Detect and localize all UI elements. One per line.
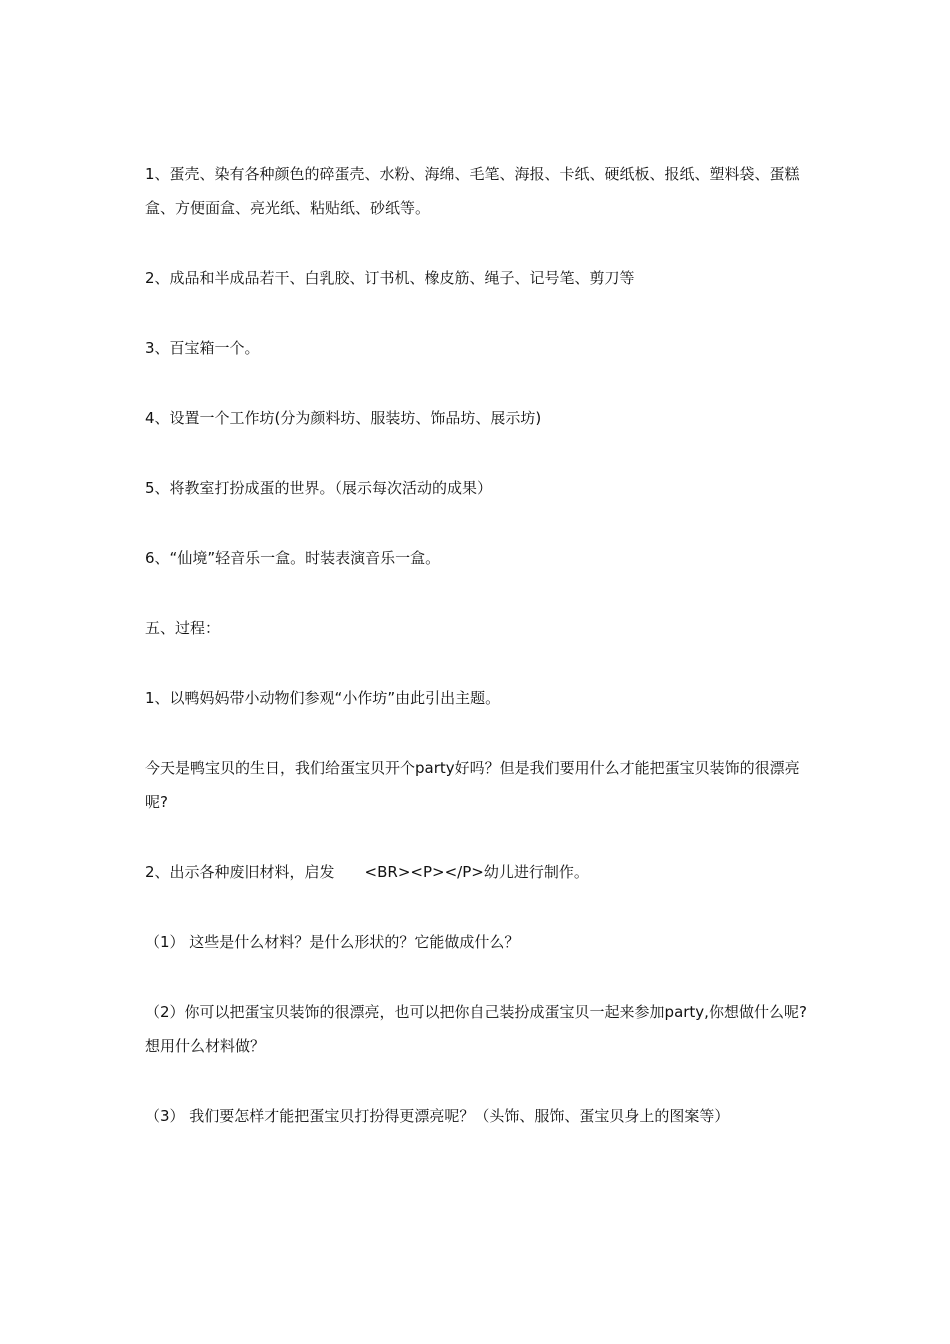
materials-item-6: 6、“仙境”轻音乐一盒。时装表演音乐一盒。	[145, 549, 441, 567]
materials-item-2: 2、成品和半成品若干、白乳胶、订书机、橡皮筋、绳子、记号笔、剪刀等	[145, 269, 635, 287]
section-heading-process: 五、过程：	[145, 619, 221, 637]
materials-item-4: 4、设置一个工作坊(分为颜料坊、服装坊、饰品坊、展示坊)	[145, 409, 542, 427]
process-step-1-dialogue: 今天是鸭宝贝的生日，我们给蛋宝贝开个party好吗？但是我们要用什么才能把蛋宝贝装饰的很漂亮呢?	[145, 759, 800, 811]
process-step-2: 2、出示各种废旧材料，启发 <BR><P></P>幼儿进行制作。	[145, 863, 589, 881]
process-step-1: 1、以鸭妈妈带小动物们参观“小作坊”由此引出主题。	[145, 689, 501, 707]
process-question-1: （1） 这些是什么材料？是什么形状的？它能做成什么？	[145, 933, 520, 951]
materials-item-1: 1、蛋壳、染有各种颜色的碎蛋壳、水粉、海绵、毛笔、海报、卡纸、硬纸板、报纸、塑料袋、蛋糕盒、方便面盒、亮光纸、粘贴纸、砂纸等。	[145, 165, 800, 217]
materials-item-3: 3、百宝箱一个。	[145, 339, 260, 357]
process-question-3: （3） 我们要怎样才能把蛋宝贝打扮得更漂亮呢？（头饰、服饰、蛋宝贝身上的图案等）	[145, 1107, 730, 1125]
materials-item-5: 5、将教室打扮成蛋的世界。（展示每次活动的成果）	[145, 479, 493, 497]
document-body	[145, 157, 815, 1169]
process-question-2: （2）你可以把蛋宝贝装饰的很漂亮，也可以把你自己装扮成蛋宝贝一起来参加party,你想做什么呢?想用什么材料做？	[145, 1003, 807, 1055]
